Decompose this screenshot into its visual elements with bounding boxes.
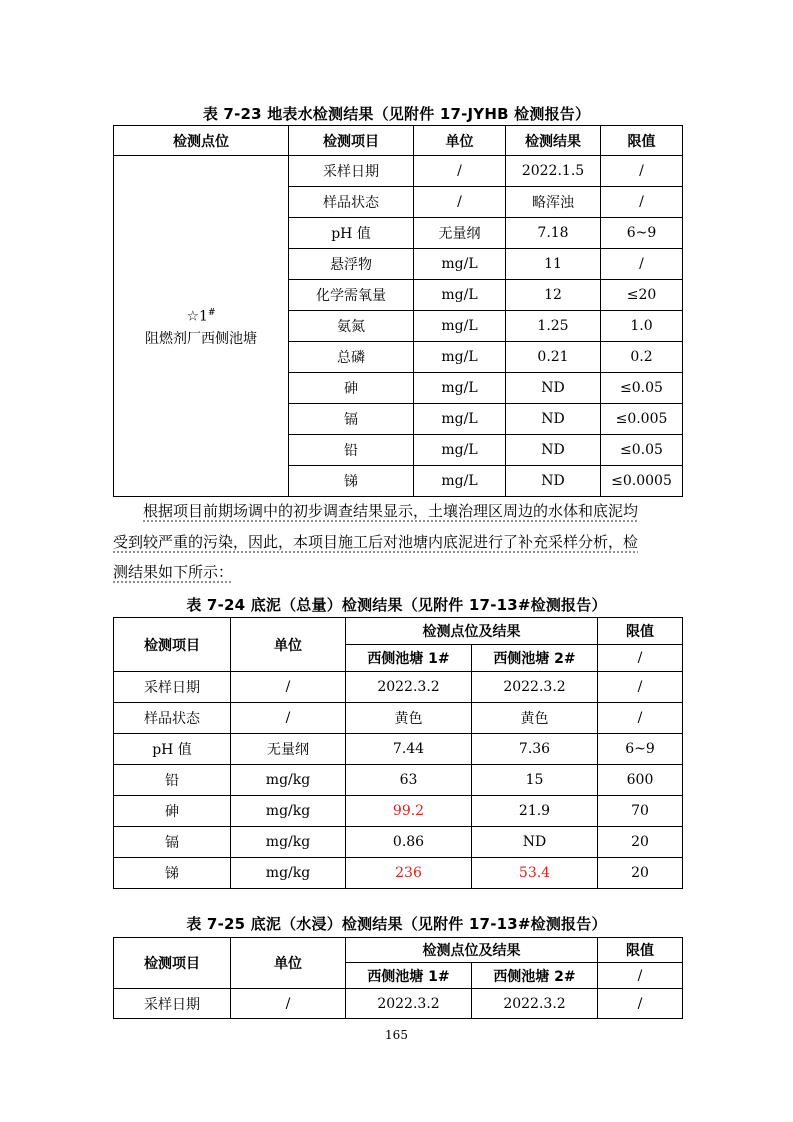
limit-cell: ≤20 bbox=[601, 280, 683, 311]
item-cell: 镉 bbox=[289, 404, 414, 435]
value-cell-2: 21.9 bbox=[472, 796, 598, 827]
unit-cell: mg/kg bbox=[231, 796, 346, 827]
site-label: ☆1 bbox=[186, 308, 208, 325]
value-cell-2: 7.36 bbox=[472, 734, 598, 765]
table-row bbox=[114, 989, 683, 1019]
value-cell-1: 63 bbox=[346, 765, 472, 796]
table-header-row bbox=[114, 126, 683, 156]
header-unit: 单位 bbox=[414, 126, 506, 156]
result-cell: ND bbox=[506, 404, 601, 435]
table-row bbox=[114, 703, 683, 734]
limit-cell: ≤0.005 bbox=[601, 404, 683, 435]
body-paragraph bbox=[113, 496, 681, 588]
paragraph-line: 测结果如下所示： bbox=[113, 563, 234, 581]
value-cell-2-exceeding: 53.4 bbox=[472, 858, 598, 889]
table-7-24-caption: 表 7-24 底泥（总量）检测结果（见附件 17-13#检测报告） bbox=[186, 596, 607, 614]
table-7-23-caption: 表 7-23 地表水检测结果（见附件 17-JYHB 检测报告） bbox=[202, 105, 591, 123]
unit-cell: 无量纲 bbox=[414, 218, 506, 249]
result-cell: 7.18 bbox=[506, 218, 601, 249]
item-cell: 砷 bbox=[114, 796, 231, 827]
item-cell: 样品状态 bbox=[289, 187, 414, 218]
table-7-25 bbox=[113, 937, 683, 1019]
item-cell: 镉 bbox=[114, 827, 231, 858]
value-cell-1: 2022.3.2 bbox=[346, 672, 472, 703]
item-cell: 样品状态 bbox=[114, 703, 231, 734]
header-limit-sub: / bbox=[598, 963, 683, 989]
unit-cell: 无量纲 bbox=[231, 734, 346, 765]
value-cell-1: 2022.3.2 bbox=[346, 989, 472, 1019]
value-cell-1-exceeding: 236 bbox=[346, 858, 472, 889]
header-site-1: 西侧池塘 1# bbox=[346, 963, 472, 989]
value-cell-1: 黄色 bbox=[346, 703, 472, 734]
item-cell: 化学需氧量 bbox=[289, 280, 414, 311]
value-cell-1: 0.86 bbox=[346, 827, 472, 858]
header-unit: 单位 bbox=[231, 938, 346, 989]
site-label-sup: # bbox=[207, 308, 216, 319]
item-cell: 铅 bbox=[289, 435, 414, 466]
header-site-group: 检测点位及结果 bbox=[346, 618, 598, 645]
result-cell: 略浑浊 bbox=[506, 187, 601, 218]
unit-cell: mg/kg bbox=[231, 765, 346, 796]
header-site-group: 检测点位及结果 bbox=[346, 938, 598, 963]
item-cell: 采样日期 bbox=[289, 156, 414, 187]
result-cell: 11 bbox=[506, 249, 601, 280]
item-cell: 悬浮物 bbox=[289, 249, 414, 280]
header-item: 检测项目 bbox=[114, 618, 231, 672]
value-cell-1: 7.44 bbox=[346, 734, 472, 765]
limit-cell: / bbox=[601, 249, 683, 280]
unit-cell: mg/L bbox=[414, 311, 506, 342]
item-cell: 锑 bbox=[114, 858, 231, 889]
unit-cell: mg/L bbox=[414, 466, 506, 497]
item-cell: 砷 bbox=[289, 373, 414, 404]
header-limit: 限值 bbox=[601, 126, 683, 156]
site-cell bbox=[114, 156, 289, 497]
item-cell: pH 值 bbox=[289, 218, 414, 249]
value-cell-2: 2022.3.2 bbox=[472, 672, 598, 703]
header-unit: 单位 bbox=[231, 618, 346, 672]
limit-cell: / bbox=[598, 989, 683, 1019]
header-limit: 限值 bbox=[598, 938, 683, 963]
unit-cell: mg/L bbox=[414, 435, 506, 466]
value-cell-2: 15 bbox=[472, 765, 598, 796]
header-site: 检测点位 bbox=[114, 126, 289, 156]
result-cell: 12 bbox=[506, 280, 601, 311]
limit-cell: ≤0.05 bbox=[601, 435, 683, 466]
value-cell-2: ND bbox=[472, 827, 598, 858]
unit-cell: mg/L bbox=[414, 280, 506, 311]
table-row bbox=[114, 796, 683, 827]
item-cell: 氨氮 bbox=[289, 311, 414, 342]
table-row bbox=[114, 734, 683, 765]
limit-cell: ≤0.0005 bbox=[601, 466, 683, 497]
limit-cell: 70 bbox=[598, 796, 683, 827]
unit-cell: mg/kg bbox=[231, 827, 346, 858]
limit-cell: 6~9 bbox=[598, 734, 683, 765]
result-cell: 0.21 bbox=[506, 342, 601, 373]
unit-cell: mg/L bbox=[414, 249, 506, 280]
header-result: 检测结果 bbox=[506, 126, 601, 156]
header-limit-sub: / bbox=[598, 645, 683, 672]
item-cell: 锑 bbox=[289, 466, 414, 497]
result-cell: 2022.1.5 bbox=[506, 156, 601, 187]
table-7-23 bbox=[113, 125, 683, 497]
result-cell: ND bbox=[506, 373, 601, 404]
limit-cell: 1.0 bbox=[601, 311, 683, 342]
paragraph-line: 根据项目前期场调中的初步调查结果显示，土壤治理区周边的水体和底泥均 bbox=[143, 502, 639, 520]
result-cell: ND bbox=[506, 435, 601, 466]
table-row bbox=[114, 827, 683, 858]
table-7-24 bbox=[113, 617, 683, 889]
table-row bbox=[114, 765, 683, 796]
unit-cell: / bbox=[231, 989, 346, 1019]
item-cell: 采样日期 bbox=[114, 672, 231, 703]
limit-cell: / bbox=[601, 156, 683, 187]
unit-cell: / bbox=[414, 187, 506, 218]
unit-cell: / bbox=[414, 156, 506, 187]
value-cell-2: 2022.3.2 bbox=[472, 989, 598, 1019]
result-cell: ND bbox=[506, 466, 601, 497]
item-cell: 铅 bbox=[114, 765, 231, 796]
table-row bbox=[114, 858, 683, 889]
unit-cell: mg/kg bbox=[231, 858, 346, 889]
unit-cell: mg/L bbox=[414, 373, 506, 404]
item-cell: pH 值 bbox=[114, 734, 231, 765]
header-site-2: 西侧池塘 2# bbox=[472, 645, 598, 672]
table-header-row bbox=[114, 618, 683, 645]
page-number: 165 bbox=[385, 1028, 408, 1042]
limit-cell: 20 bbox=[598, 858, 683, 889]
limit-cell: 0.2 bbox=[601, 342, 683, 373]
result-cell: 1.25 bbox=[506, 311, 601, 342]
site-name: 阻燃剂厂西侧池塘 bbox=[145, 330, 257, 347]
header-item: 检测项目 bbox=[289, 126, 414, 156]
item-cell: 总磷 bbox=[289, 342, 414, 373]
unit-cell: / bbox=[231, 672, 346, 703]
header-limit: 限值 bbox=[598, 618, 683, 645]
unit-cell: / bbox=[231, 703, 346, 734]
table-row bbox=[114, 156, 683, 187]
limit-cell: / bbox=[598, 672, 683, 703]
limit-cell: ≤0.05 bbox=[601, 373, 683, 404]
table-7-25-caption: 表 7-25 底泥（水浸）检测结果（见附件 17-13#检测报告） bbox=[186, 915, 607, 933]
value-cell-2: 黄色 bbox=[472, 703, 598, 734]
table-row bbox=[114, 672, 683, 703]
header-item: 检测项目 bbox=[114, 938, 231, 989]
limit-cell: 20 bbox=[598, 827, 683, 858]
item-cell: 采样日期 bbox=[114, 989, 231, 1019]
limit-cell: 600 bbox=[598, 765, 683, 796]
value-cell-1-exceeding: 99.2 bbox=[346, 796, 472, 827]
header-site-2: 西侧池塘 2# bbox=[472, 963, 598, 989]
limit-cell: / bbox=[601, 187, 683, 218]
table-header-row bbox=[114, 938, 683, 963]
unit-cell: mg/L bbox=[414, 404, 506, 435]
paragraph-line: 受到较严重的污染，因此，本项目施工后对池塘内底泥进行了补充采样分析，检 bbox=[113, 532, 639, 551]
limit-cell: 6~9 bbox=[601, 218, 683, 249]
unit-cell: mg/L bbox=[414, 342, 506, 373]
limit-cell: / bbox=[598, 703, 683, 734]
header-site-1: 西侧池塘 1# bbox=[346, 645, 472, 672]
